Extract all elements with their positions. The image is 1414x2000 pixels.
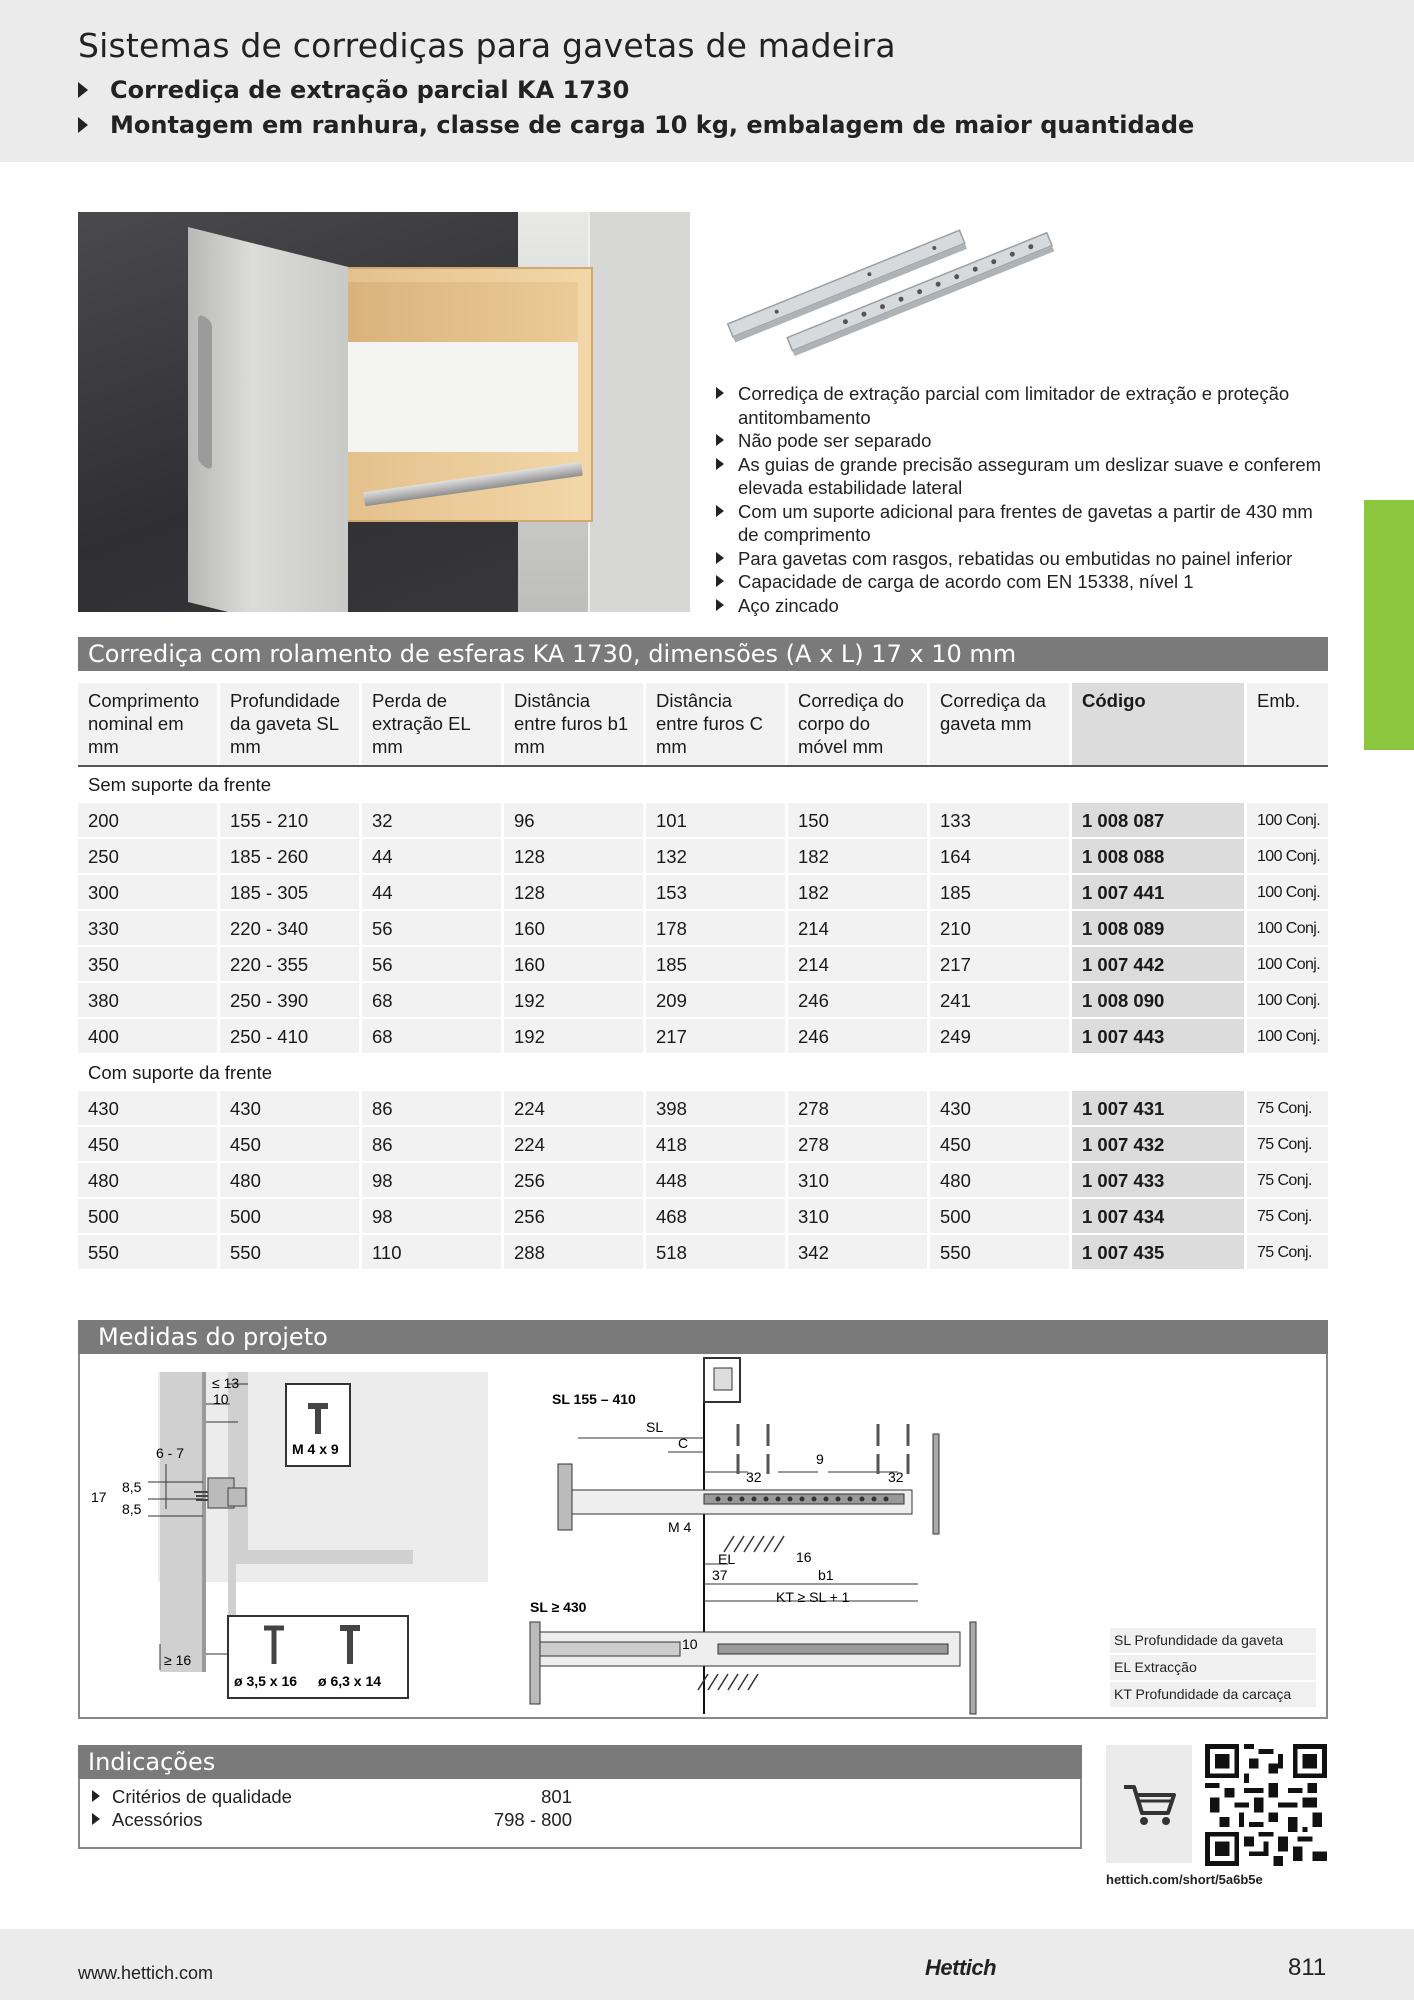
table-row: [78, 803, 1328, 839]
table-cell: 246: [788, 983, 930, 1017]
table-cell: 133: [930, 803, 1072, 837]
table-cell: 500: [930, 1199, 1072, 1233]
subtitle-product-text: Corrediça de extração parcial KA 1730: [110, 76, 630, 104]
page-title: Sistemas de corrediças para gavetas de madeira: [78, 26, 896, 65]
shop-cart-button[interactable]: [1106, 1745, 1192, 1863]
table-cell: 224: [504, 1091, 646, 1125]
table-cell: 192: [504, 1019, 646, 1053]
table-row: [78, 1235, 1328, 1271]
table-cell: 101: [646, 803, 788, 837]
table-cell: 209: [646, 983, 788, 1017]
column-header: Profundidade da gaveta SL mm: [220, 683, 362, 765]
table-cell: 250: [78, 839, 220, 873]
dim-ge16: ≥ 16: [164, 1652, 192, 1668]
article-code-cell: 1 008 087: [1072, 803, 1247, 837]
triangle-bullet-icon: [92, 1790, 100, 1802]
table-cell: 32: [362, 803, 504, 837]
feature-item: Corrediça de extração parcial com limitador de extração e proteção antitombamento: [712, 382, 1332, 429]
table-cell: 100 Conj.: [1247, 947, 1328, 981]
table-row: [78, 875, 1328, 911]
table-cell: 164: [930, 839, 1072, 873]
table-cell: 185: [646, 947, 788, 981]
table-cell: 98: [362, 1199, 504, 1233]
table-cell: 75 Conj.: [1247, 1163, 1328, 1197]
dim-17: 17: [91, 1489, 107, 1505]
hettich-logo: Hettich: [925, 1955, 997, 1980]
table-cell: 288: [504, 1235, 646, 1269]
feature-item: Capacidade de carga de acordo com EN 15338, nível 1: [712, 570, 1332, 594]
feature-item: Aço zincado: [712, 594, 1332, 618]
table-header-row: [78, 683, 1328, 767]
table-cell: 310: [788, 1199, 930, 1233]
table-cell: 68: [362, 1019, 504, 1053]
table-cell: 250 - 410: [220, 1019, 362, 1053]
table-cell: 450: [78, 1127, 220, 1161]
article-code-cell: 1 007 442: [1072, 947, 1247, 981]
drawer-photo: [78, 212, 690, 612]
table-cell: 185 - 260: [220, 839, 362, 873]
table-cell: 217: [930, 947, 1072, 981]
subtitle-product: [78, 76, 629, 104]
column-header: Distância entre furos b1 mm: [504, 683, 646, 765]
table-cell: 150: [788, 803, 930, 837]
table-row: [78, 1019, 1328, 1055]
article-code-cell: 1 007 434: [1072, 1199, 1247, 1233]
table-cell: 100 Conj.: [1247, 911, 1328, 945]
table-cell: 200: [78, 803, 220, 837]
table-cell: 480: [78, 1163, 220, 1197]
table-cell: 430: [220, 1091, 362, 1125]
table-row: [78, 947, 1328, 983]
slide-product-image: [715, 210, 1085, 370]
table-cell: 249: [930, 1019, 1072, 1053]
table-cell: 110: [362, 1235, 504, 1269]
table-cell: 430: [78, 1091, 220, 1125]
group-row: Sem suporte da frente: [78, 767, 1328, 803]
article-code-cell: 1 008 090: [1072, 983, 1247, 1017]
feature-item: Para gavetas com rasgos, rebatidas ou embutidas no painel inferior: [712, 547, 1332, 571]
table-cell: 468: [646, 1199, 788, 1233]
article-code-cell: 1 007 435: [1072, 1235, 1247, 1269]
table-cell: 100 Conj.: [1247, 839, 1328, 873]
table-cell: 430: [930, 1091, 1072, 1125]
table-cell: 278: [788, 1091, 930, 1125]
dim-b1: b1: [818, 1567, 834, 1583]
group-row: Com suporte da frente: [78, 1055, 1328, 1091]
dim-le13: ≤ 13: [212, 1375, 240, 1391]
table-cell: 44: [362, 875, 504, 909]
table-cell: 182: [788, 839, 930, 873]
footer-website-link[interactable]: www.hettich.com: [78, 1963, 214, 1983]
article-code-cell: 1 008 088: [1072, 839, 1247, 873]
table-cell: 550: [78, 1235, 220, 1269]
table-cell: 185 - 305: [220, 875, 362, 909]
table-row: [78, 1163, 1328, 1199]
table-row: [78, 1199, 1328, 1235]
table-cell: 75 Conj.: [1247, 1235, 1328, 1269]
feature-list: [712, 382, 1332, 617]
shop-short-link[interactable]: hettich.com/short/5a6b5e: [1106, 1872, 1263, 1887]
table-cell: 96: [504, 803, 646, 837]
indication-label: Critérios de qualidade: [112, 1786, 292, 1807]
dim-8-5-top: 8,5: [122, 1479, 142, 1495]
table-cell: 220 - 355: [220, 947, 362, 981]
table-cell: 75 Conj.: [1247, 1199, 1328, 1233]
table-cell: 217: [646, 1019, 788, 1053]
column-header: Emb.: [1247, 683, 1328, 765]
column-header: Corrediça do corpo do móvel mm: [788, 683, 930, 765]
column-header: Comprimento nominal em mm: [78, 683, 220, 765]
column-header: Corrediça da gaveta mm: [930, 683, 1072, 765]
article-code-cell: 1 007 441: [1072, 875, 1247, 909]
table-cell: 128: [504, 875, 646, 909]
subtitle-mounting-text: Montagem em ranhura, classe de carga 10 kg, embalagem de maior quantidade: [110, 111, 1195, 139]
table-title-bar: Corrediça com rolamento de esferas KA 1730, dimensões (A x L) 17 x 10 mm: [78, 637, 1328, 671]
dim-8-5-bottom: 8,5: [122, 1501, 142, 1517]
table-cell: 224: [504, 1127, 646, 1161]
table-cell: 500: [78, 1199, 220, 1233]
dim-37: 37: [712, 1567, 728, 1583]
table-cell: 518: [646, 1235, 788, 1269]
dim-m4: M 4: [668, 1519, 692, 1535]
table-cell: 250 - 390: [220, 983, 362, 1017]
table-row: [78, 983, 1328, 1019]
table-cell: 68: [362, 983, 504, 1017]
screw-6-3-label: ø 6,3 x 14: [318, 1673, 382, 1689]
table-cell: 350: [78, 947, 220, 981]
indication-page: 798 - 800: [493, 1809, 572, 1830]
indication-page: 801: [541, 1786, 572, 1807]
screw-m4x9-label: M 4 x 9: [292, 1441, 339, 1457]
triangle-bullet-icon: [78, 82, 88, 98]
table-cell: 480: [930, 1163, 1072, 1197]
table-cell: 44: [362, 839, 504, 873]
table-cell: 75 Conj.: [1247, 1091, 1328, 1125]
drawing-legend: [1110, 1628, 1316, 1709]
table-cell: 278: [788, 1127, 930, 1161]
table-cell: 342: [788, 1235, 930, 1269]
column-header: Distância entre furos C mm: [646, 683, 788, 765]
table-cell: 256: [504, 1163, 646, 1197]
table-cell: 100 Conj.: [1247, 803, 1328, 837]
qr-code-icon[interactable]: [1205, 1744, 1327, 1866]
table-cell: 418: [646, 1127, 788, 1161]
table-row: [78, 911, 1328, 947]
table-cell: 128: [504, 839, 646, 873]
table-cell: 214: [788, 911, 930, 945]
table-cell: 160: [504, 911, 646, 945]
dim-el: EL: [718, 1551, 736, 1567]
screw-3-5-label: ø 3,5 x 16: [234, 1673, 298, 1689]
table-cell: 300: [78, 875, 220, 909]
table-cell: 86: [362, 1091, 504, 1125]
shopping-cart-icon: [1106, 1745, 1192, 1863]
table-cell: 182: [788, 875, 930, 909]
table-cell: 132: [646, 839, 788, 873]
table-cell: 210: [930, 911, 1072, 945]
column-header-code: Código: [1072, 683, 1247, 765]
dim-32-right: 32: [888, 1469, 904, 1485]
triangle-bullet-icon: [78, 117, 88, 133]
article-code-cell: 1 007 432: [1072, 1127, 1247, 1161]
chapter-tab: [1364, 500, 1414, 750]
table-cell: 75 Conj.: [1247, 1127, 1328, 1161]
table-cell: 214: [788, 947, 930, 981]
subtitle-mounting: [78, 111, 1194, 139]
table-cell: 192: [504, 983, 646, 1017]
table-row: [78, 839, 1328, 875]
table-row: [78, 1127, 1328, 1163]
dim-sl: SL: [646, 1419, 664, 1435]
drawing-title-bar: [78, 1320, 1328, 1354]
dim-10: 10: [213, 1391, 229, 1407]
table-cell: 450: [220, 1127, 362, 1161]
dim-32-left: 32: [746, 1469, 762, 1485]
table-cell: 398: [646, 1091, 788, 1125]
legend-item-el: EL Extracção: [1110, 1655, 1316, 1680]
table-row: [78, 1091, 1328, 1127]
table-cell: 550: [220, 1235, 362, 1269]
article-code-cell: 1 008 089: [1072, 911, 1247, 945]
table-cell: 98: [362, 1163, 504, 1197]
table-cell: 153: [646, 875, 788, 909]
article-code-cell: 1 007 433: [1072, 1163, 1247, 1197]
indications-title-bar: Indicações: [78, 1745, 1082, 1779]
table-cell: 450: [930, 1127, 1072, 1161]
dim-6-7: 6 - 7: [156, 1445, 185, 1461]
dim-16: 16: [796, 1549, 812, 1565]
table-cell: 220 - 340: [220, 911, 362, 945]
table-cell: 500: [220, 1199, 362, 1233]
table-cell: 100 Conj.: [1247, 983, 1328, 1017]
column-header: Perda de extração EL mm: [362, 683, 504, 765]
dim-kt: KT ≥ SL + 1: [776, 1589, 850, 1605]
feature-item: Com um suporte adicional para frentes de gavetas a partir de 430 mm de comprimento: [712, 500, 1332, 547]
table-cell: 160: [504, 947, 646, 981]
table-cell: 246: [788, 1019, 930, 1053]
dim-c: C: [678, 1435, 689, 1451]
table-cell: 380: [78, 983, 220, 1017]
table-cell: 185: [930, 875, 1072, 909]
table-cell: 56: [362, 947, 504, 981]
triangle-bullet-icon: [92, 1813, 100, 1825]
sl-range-label: SL 155 – 410: [552, 1391, 636, 1407]
page-number: 811: [1288, 1954, 1327, 1981]
table-cell: 100 Conj.: [1247, 875, 1328, 909]
table-cell: 330: [78, 911, 220, 945]
product-table: [78, 683, 1328, 1271]
table-cell: 400: [78, 1019, 220, 1053]
article-code-cell: 1 007 431: [1072, 1091, 1247, 1125]
table-cell: 56: [362, 911, 504, 945]
table-cell: 178: [646, 911, 788, 945]
legend-item-sl: SL Profundidade da gaveta: [1110, 1628, 1316, 1653]
drawing-title: Medidas do projeto: [98, 1323, 328, 1351]
table-cell: 155 - 210: [220, 803, 362, 837]
sl-ge430-label: SL ≥ 430: [530, 1599, 587, 1615]
article-code-cell: 1 007 443: [1072, 1019, 1247, 1053]
dim-10-lower: 10: [682, 1636, 698, 1652]
legend-item-kt: KT Profundidade da carcaça: [1110, 1682, 1316, 1707]
table-cell: 480: [220, 1163, 362, 1197]
table-cell: 448: [646, 1163, 788, 1197]
dim-9: 9: [816, 1451, 824, 1467]
table-cell: 550: [930, 1235, 1072, 1269]
feature-item: Não pode ser separado: [712, 429, 1332, 453]
indication-accessories[interactable]: [92, 1809, 202, 1831]
feature-item: As guias de grande precisão asseguram um deslizar suave e conferem elevada estabilidade lateral: [712, 453, 1332, 500]
table-cell: 256: [504, 1199, 646, 1233]
table-cell: 310: [788, 1163, 930, 1197]
rows-group-with-support: [78, 1091, 1328, 1271]
table-cell: 86: [362, 1127, 504, 1161]
table-cell: 100 Conj.: [1247, 1019, 1328, 1053]
indication-quality[interactable]: [92, 1786, 292, 1808]
table-cell: 241: [930, 983, 1072, 1017]
rows-group-without-support: [78, 803, 1328, 1055]
indication-label: Acessórios: [112, 1809, 203, 1830]
